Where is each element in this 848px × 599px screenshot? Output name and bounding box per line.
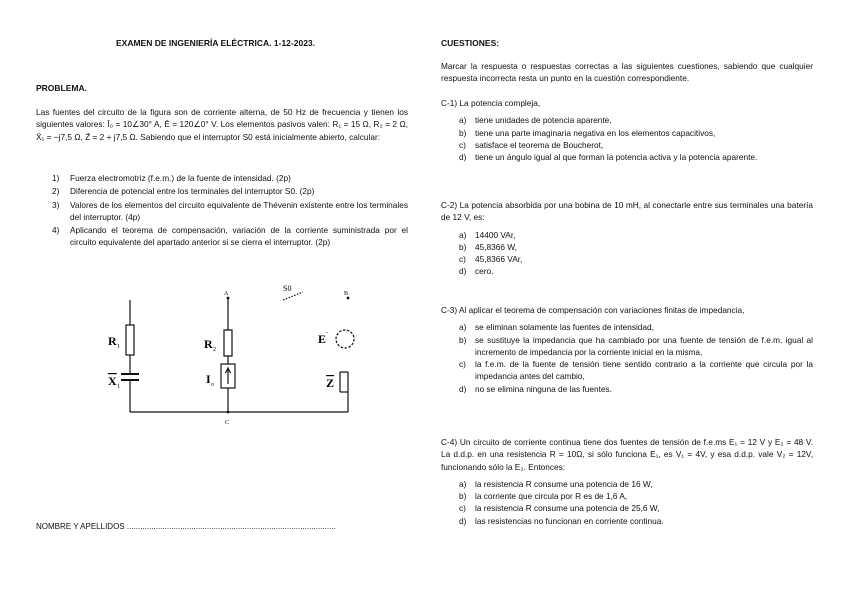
option-label: d)	[459, 515, 467, 526]
problem-item-number: 1)	[52, 173, 60, 183]
problem-item	[52, 199, 408, 224]
label-switch: S0	[283, 284, 292, 293]
option-label: d)	[459, 152, 467, 163]
label-r1-sub: 1	[117, 344, 120, 350]
label-i0: I	[206, 372, 211, 386]
option-label: b)	[459, 334, 467, 345]
answer-option[interactable]	[459, 478, 813, 490]
label-z: Z	[326, 376, 335, 390]
answer-option[interactable]	[459, 490, 813, 502]
problem-items	[52, 172, 408, 249]
problem-item-number: 2)	[52, 186, 60, 197]
problem-item-text: Aplicando el teorema de compensación, variación de la corriente suministrada por el circuito equivalente del apartado anterior si se cierra el interruptor. (2p)	[70, 225, 408, 248]
node-a-dot	[227, 297, 230, 300]
answer-option[interactable]	[459, 515, 813, 527]
option-label: a)	[459, 115, 467, 126]
node-b-dot	[347, 297, 350, 300]
option-label: a)	[459, 322, 467, 333]
answer-option[interactable]	[459, 114, 813, 126]
label-r2-sub: 2	[213, 347, 216, 353]
problem-item	[52, 185, 408, 197]
questions-heading: CUESTIONES:	[441, 38, 500, 48]
question-prompt: C-1) La potencia compleja,	[441, 98, 541, 108]
answer-option[interactable]	[459, 383, 813, 395]
option-label: c)	[459, 359, 466, 370]
answer-option[interactable]	[459, 265, 813, 277]
label-x1-sub: 1	[117, 384, 120, 390]
label-node-c: C	[225, 420, 230, 426]
option-text: 45,8366 VAr,	[475, 254, 523, 265]
label-node-b: B	[344, 291, 349, 297]
problem-item	[52, 172, 408, 184]
questions-instructions: Marcar la respuesta o respuestas correctas a las siguientes cuestiones, sabiendo que cualquier respuesta incorrecta resta un punto en la cuestión correspondiente.	[441, 61, 813, 84]
answer-option[interactable]	[459, 229, 813, 241]
option-label: b)	[459, 127, 467, 138]
problem-item-text: Fuerza electromotriz (f.e.m.) de la fuente de intensidad. (2p)	[70, 173, 291, 183]
answer-option[interactable]	[459, 139, 813, 151]
label-x1: X	[108, 374, 117, 388]
problem-statement: Las fuentes del circuito de la figura son de corriente alterna, de 50 Hz de frecuencia y tienen los siguientes valores: Ī₀ = 10∠30° A, Ē = 120∠0° V. Los elementos pasivos valen: R₁ = 15 Ω, R₂ = 2 Ω, X̄₁ = −j7,5 Ω, Z̄ = 2 + j7,5 Ω. Sabiendo que el interruptor S0 está inicialmente abierto, calcular:	[36, 107, 408, 142]
option-text: la resistencia R consume una potencia de 16 W,	[475, 478, 653, 489]
exam-title: EXAMEN DE INGENIERÍA ELÉCTRICA. 1-12-2023.	[116, 38, 316, 48]
problem-item-text: Valores de los elementos del circuito equivalente de Thévenin existente entre los terminales del interruptor. (4p)	[70, 199, 408, 222]
problem-item	[52, 224, 408, 249]
option-text: la f.e.m. de la fuente de tensión tiene sentido contrario a la corriente que circula por la impedancia antes del cambio,	[475, 359, 813, 382]
option-text: la resistencia R consume una potencia de 25,6 W,	[475, 503, 660, 514]
problem-item-number: 4)	[52, 225, 60, 236]
answer-option[interactable]	[459, 241, 813, 253]
option-label: d)	[459, 383, 467, 394]
option-text: satisface el teorema de Boucherot,	[475, 139, 604, 150]
option-text: las resistencias no funcionan en corriente continua.	[475, 515, 664, 526]
option-text: se eliminan solamente las fuentes de intensidad,	[475, 322, 654, 333]
problem-item-text: Diferencia de potencial entre los terminales del interruptor S0. (2p)	[70, 186, 315, 197]
node-c-dot	[227, 411, 230, 414]
option-label: b)	[459, 241, 467, 252]
circuit-diagram	[36, 282, 408, 432]
answer-option[interactable]	[459, 502, 813, 514]
option-text: no se elimina ninguna de las fuentes.	[475, 383, 612, 394]
option-label: d)	[459, 266, 467, 277]
problem-item-number: 3)	[52, 199, 60, 210]
switch-s0	[283, 292, 303, 300]
option-label: a)	[459, 229, 467, 240]
answer-option[interactable]	[459, 253, 813, 265]
label-node-a: A	[224, 291, 229, 297]
option-text: tiene unidades de potencia aparente,	[475, 115, 612, 126]
label-e-bar: -	[326, 330, 328, 336]
question-c2	[441, 199, 813, 278]
question-c1	[441, 97, 813, 163]
option-text: 14400 VAr,	[475, 229, 516, 240]
option-text: se sustituye la impedancia que ha cambiado por una fuente de tensión de f.e.m. igual al incremento de impedancia por la corriente inicial en la misma,	[475, 334, 813, 357]
question-prompt: C-3) Al aplicar el teorema de compensación con variaciones finitas de impedancia,	[441, 305, 745, 315]
label-r2: R	[204, 337, 213, 351]
answer-option[interactable]	[459, 321, 813, 333]
option-text: la corriente que circula por R es de 1,6 A,	[475, 491, 628, 502]
answer-option[interactable]	[459, 127, 813, 139]
resistor-r2	[224, 330, 232, 356]
option-label: b)	[459, 491, 467, 502]
label-r1: R	[108, 334, 117, 348]
resistor-r1	[126, 325, 134, 355]
option-text: tiene un ángulo igual al que forman la potencia activa y la potencia aparente.	[475, 152, 758, 163]
answer-option[interactable]	[459, 334, 813, 359]
question-c3	[441, 304, 813, 395]
voltage-source-e	[336, 330, 354, 348]
question-prompt: C-2) La potencia absorbida por una bobina de 10 mH, al conectarle entre sus terminales una batería de 12 V, es:	[441, 200, 813, 223]
option-label: c)	[459, 139, 466, 150]
problem-heading: PROBLEMA.	[36, 83, 87, 93]
option-label: c)	[459, 503, 466, 514]
option-text: cero.	[475, 266, 494, 277]
question-prompt: C-4) Un circuito de corriente continua tiene dos fuentes de tensión de f.e.ms E₁ = 12 V y E₂ = 48 V. La d.d.p. en una resistencia R = 10Ω, si sólo funciona E₁, es V₁ = 4V, y esa d.d.p. vale V₂ = 12V, funcionando sólo la E₂. Entonces:	[441, 437, 813, 472]
label-e: E	[318, 332, 327, 346]
answer-option[interactable]	[459, 358, 813, 383]
option-label: a)	[459, 478, 467, 489]
answer-option[interactable]	[459, 151, 813, 163]
label-i0-sub: o	[211, 382, 214, 388]
option-text: 45,8366 W,	[475, 241, 517, 252]
name-line[interactable]: NOMBRE Y APELLIDOS ..............................................................................................	[36, 522, 336, 531]
option-label: c)	[459, 254, 466, 265]
option-text: tiene una parte imaginaria negativa en los elementos capacitivos,	[475, 127, 716, 138]
question-c4	[441, 436, 813, 527]
